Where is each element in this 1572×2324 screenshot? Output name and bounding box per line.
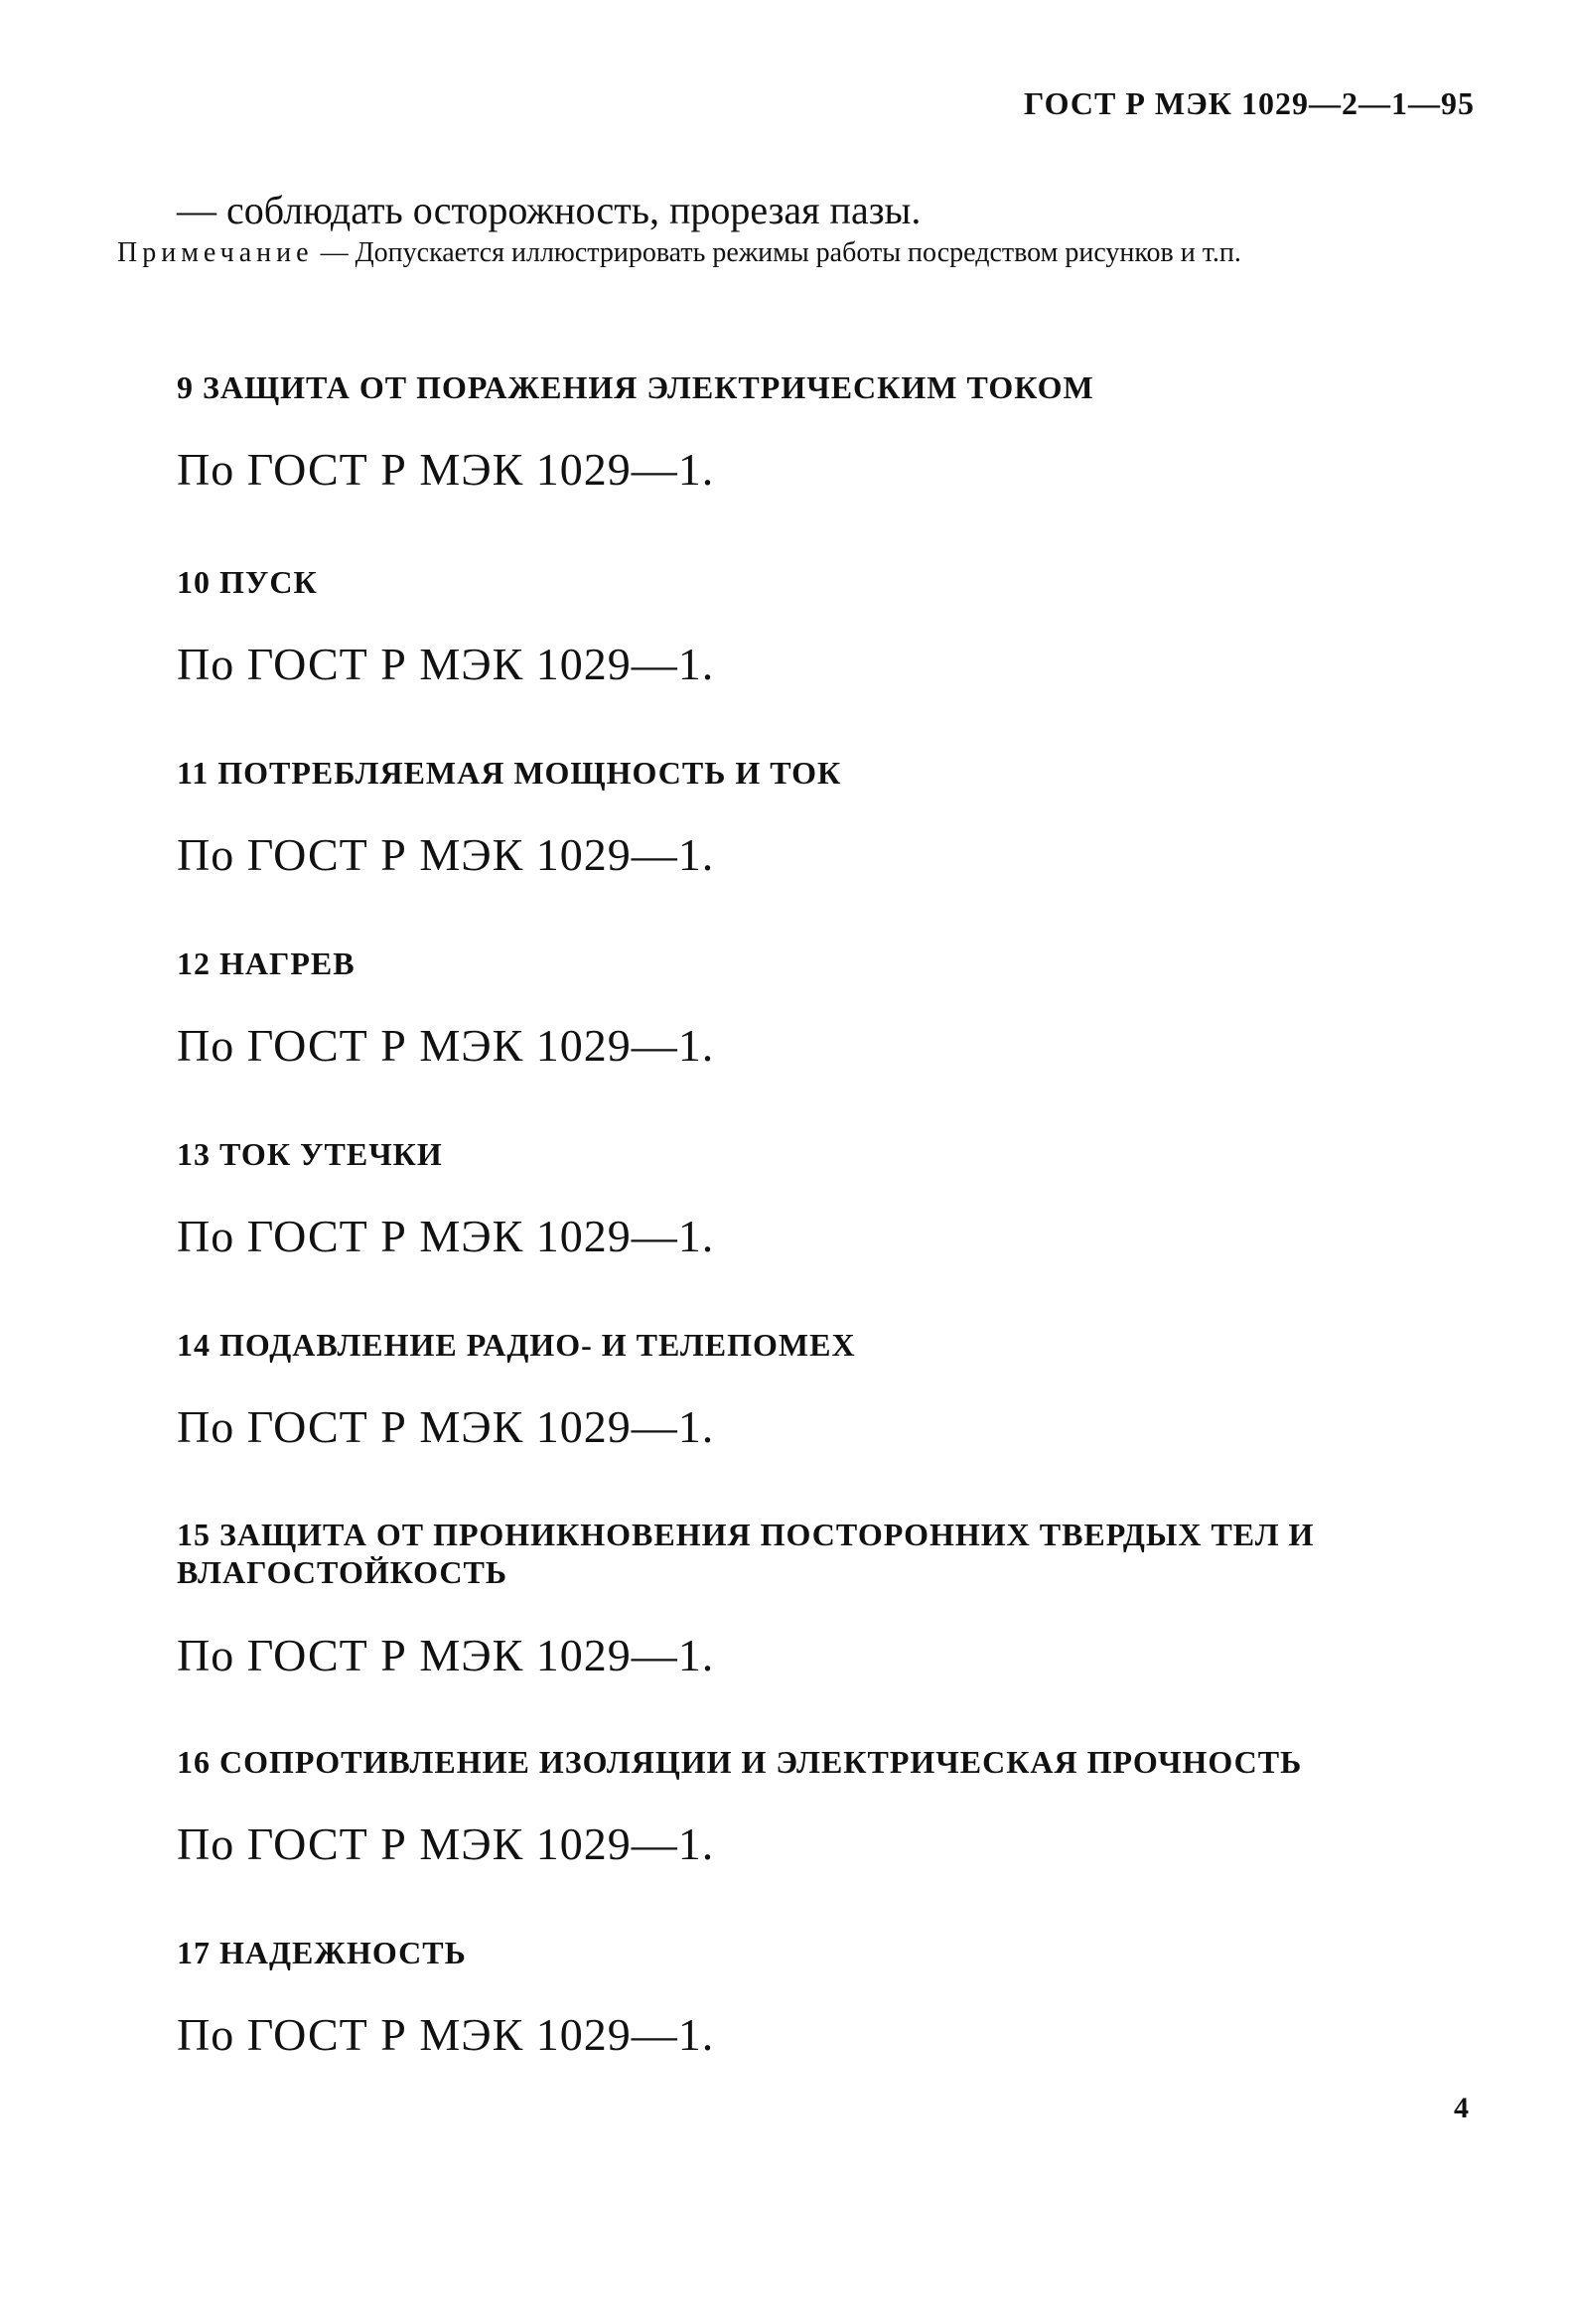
section-body: По ГОСТ Р МЭК 1029—1. — [177, 2009, 715, 2060]
section-body: По ГОСТ Р МЭК 1029—1. — [177, 829, 715, 880]
section-body: По ГОСТ Р МЭК 1029—1. — [177, 1630, 715, 1680]
section-title: 16 СОПРОТИВЛЕНИЕ ИЗОЛЯЦИИ И ЭЛЕКТРИЧЕСКАЯ ПРОЧНОСТЬ — [177, 1744, 1303, 1780]
page-number: 4 — [1454, 2092, 1469, 2124]
section-body: По ГОСТ Р МЭК 1029—1. — [177, 444, 715, 495]
section-title: 11 ПОТРЕБЛЯЕМАЯ МОЩНОСТЬ И ТОК — [177, 755, 842, 791]
section-13 — [177, 1134, 1408, 1262]
note-text: — Допускается иллюстрировать режимы работы посредством рисунков и т.п. — [313, 237, 1241, 268]
section-title: 10 ПУСК — [177, 564, 318, 600]
section-9 — [177, 367, 1408, 496]
section-body: По ГОСТ Р МЭК 1029—1. — [177, 1020, 715, 1071]
section-15 — [177, 1516, 1408, 1681]
section-16 — [177, 1742, 1408, 1870]
section-11 — [177, 753, 1408, 881]
section-10 — [177, 562, 1408, 690]
section-title: 14 ПОДАВЛЕНИЕ РАДИО- И ТЕЛЕПОМЕХ — [177, 1327, 856, 1363]
section-17 — [177, 1933, 1408, 2061]
section-body: По ГОСТ Р МЭК 1029—1. — [177, 639, 715, 689]
section-title: 15 ЗАЩИТА ОТ ПРОНИКНОВЕНИЯ ПОСТОРОННИХ ТВЕРДЫХ ТЕЛ И ВЛАГОСТОЙКОСТЬ — [177, 1517, 1315, 1590]
list-item-dash: — соблюдать осторожность, прорезая пазы. — [177, 188, 922, 232]
section-title: 12 НАГРЕВ — [177, 945, 356, 981]
section-body: По ГОСТ Р МЭК 1029—1. — [177, 1211, 715, 1261]
section-body: По ГОСТ Р МЭК 1029—1. — [177, 1401, 715, 1452]
section-14 — [177, 1325, 1408, 1453]
section-title: 17 НАДЕЖНОСТЬ — [177, 1935, 467, 1970]
note-label: Примечание — [117, 237, 314, 268]
section-body: По ГОСТ Р МЭК 1029—1. — [177, 1818, 715, 1869]
section-12 — [177, 944, 1408, 1072]
section-title: 13 ТОК УТЕЧКИ — [177, 1136, 443, 1172]
note-paragraph — [117, 236, 1474, 269]
section-title: 9 ЗАЩИТА ОТ ПОРАЖЕНИЯ ЭЛЕКТРИЧЕСКИМ ТОКОМ — [177, 369, 1094, 405]
document-code-header: ГОСТ Р МЭК 1029—2—1—95 — [1024, 85, 1475, 121]
